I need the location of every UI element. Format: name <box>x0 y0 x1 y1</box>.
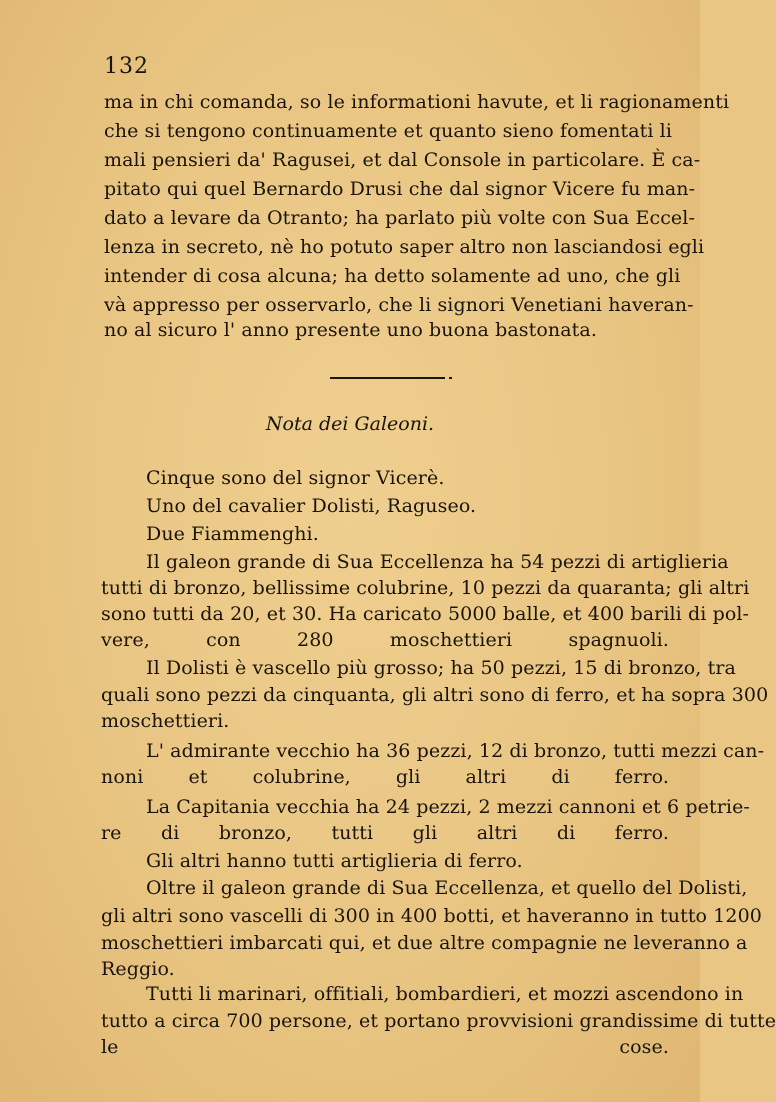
text-line: noni et colubrine, gli altri di ferro. <box>101 766 669 788</box>
text-line: Gli altri hanno tutti artiglieria di ferro. <box>146 850 523 872</box>
text-line: và appresso per osservarlo, che li signori Venetiani haveran- <box>104 294 694 316</box>
text-line: Oltre il galeon grande di Sua Eccellenza, et quello del Dolisti, <box>146 877 748 899</box>
text-line: L' admirante vecchio ha 36 pezzi, 12 di bronzo, tutti mezzi can- <box>146 740 765 762</box>
text-line: mali pensieri da' Ragusei, et dal Console in particolare. È ca- <box>104 149 701 171</box>
text-line: le cose. <box>101 1036 669 1058</box>
list-item: Cinque sono del signor Vicerè. <box>146 467 445 489</box>
text-line: quali sono pezzi da cinquanta, gli altri sono di ferro, et ha sopra 300 <box>101 684 769 706</box>
text-line: Reggio. <box>101 958 175 980</box>
text-line: tutto a circa 700 persone, et portano provvisioni grandissime di tutte <box>101 1010 776 1032</box>
text-line: gli altri sono vascelli di 300 in 400 botti, et haveranno in tutto 1200 <box>101 905 762 927</box>
text-line: Il galeon grande di Sua Eccellenza ha 54 pezzi di artiglieria <box>146 551 729 573</box>
list-item: Due Fiammenghi. <box>146 523 319 545</box>
text-line: tutti di bronzo, bellissime colubrine, 10 pezzi da quaranta; gli altri <box>101 577 750 599</box>
text-line: moschettieri. <box>101 710 230 732</box>
text-line: vere, con 280 moschettieri spagnuoli. <box>101 629 669 651</box>
text-line: dato a levare da Otranto; ha parlato più volte con Sua Eccel- <box>104 207 695 229</box>
text-line: sono tutti da 20, et 30. Ha caricato 5000 balle, et 400 barili di pol- <box>101 603 750 625</box>
text-line: lenza in secreto, nè ho potuto saper altro non lasciandosi egli <box>104 236 705 258</box>
section-title: Nota dei Galeoni. <box>265 413 435 435</box>
section-divider <box>330 377 445 379</box>
text-line: ma in chi comanda, so le informationi havute, et li ragionamenti <box>104 91 730 113</box>
text-line: no al sicuro l' anno presente uno buona bastonata. <box>104 319 597 341</box>
text-line: moschettieri imbarcati qui, et due altre compagnie ne leveranno a <box>101 932 748 954</box>
text-line: Il Dolisti è vascello più grosso; ha 50 pezzi, 15 di bronzo, tra <box>146 657 736 679</box>
text-line: intender di cosa alcuna; ha detto solamente ad uno, che gli <box>104 265 681 287</box>
section-divider-dot <box>449 377 452 379</box>
text-line: Tutti li marinari, offitiali, bombardieri, et mozzi ascendono in <box>146 983 744 1005</box>
list-item: Uno del cavalier Dolisti, Raguseo. <box>146 495 477 517</box>
text-line: che si tengono continuamente et quanto sieno fomentati li <box>104 120 673 142</box>
page-number: 132 <box>104 54 149 79</box>
text-line: re di bronzo, tutti gli altri di ferro. <box>101 822 669 844</box>
text-line: La Capitania vecchia ha 24 pezzi, 2 mezzi cannoni et 6 petrie- <box>146 796 750 818</box>
text-line: pitato qui quel Bernardo Drusi che dal signor Vicere fu man- <box>104 178 696 200</box>
